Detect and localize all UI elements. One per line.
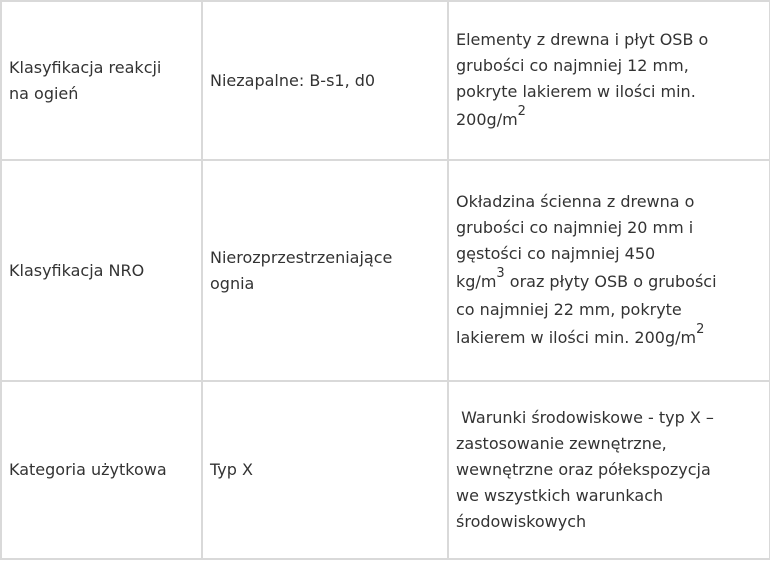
value-line: ognia (210, 273, 255, 293)
description-text: kg/m (456, 271, 497, 291)
description-text: 200g/m (456, 109, 518, 129)
superscript: 2 (517, 104, 526, 120)
description-line: we wszystkich warunkach (456, 486, 664, 505)
property-cell (1, 1, 202, 160)
description-line: pokryte lakierem w ilości min. (456, 81, 696, 101)
value-cell (202, 160, 448, 381)
table-row-fire-reaction (1, 1, 770, 160)
value-cell (202, 1, 448, 160)
property-cell (1, 160, 202, 381)
property-cell (1, 381, 202, 559)
description-cell (448, 160, 770, 381)
table-row-usage-category (1, 381, 770, 559)
value-text: Niezapalne: B-s1, d0 (210, 70, 376, 90)
description-line: Okładzina ścienna z drewna o (456, 191, 695, 211)
description-line: co najmniej 22 mm, pokryte (456, 299, 682, 319)
description-line: Elementy z drewna i płyt OSB o (456, 29, 709, 49)
description-line: grubości co najmniej 20 mm i (456, 217, 694, 237)
description-text: lakierem w ilości min. 200g/m (456, 327, 697, 347)
property-text: Kategoria użytkowa (9, 460, 167, 479)
superscript: 3 (496, 266, 505, 282)
description-text: oraz płyty OSB o grubości (504, 271, 717, 291)
description-line (456, 323, 762, 353)
table-row-nro (1, 160, 770, 381)
value-cell (202, 381, 448, 559)
description-line: środowiskowych (456, 512, 587, 531)
value-line: Nierozprzestrzeniające (210, 247, 393, 267)
description-cell (448, 381, 770, 559)
description-cell (448, 1, 770, 160)
description-line (456, 105, 762, 135)
property-text: Klasyfikacja NRO (9, 260, 145, 280)
superscript: 2 (696, 322, 705, 338)
description-line: wewnętrzne oraz półekspozycja (456, 460, 711, 479)
description-line (456, 267, 762, 297)
value-text: Typ X (210, 460, 253, 479)
description-line: zastosowanie zewnętrzne, (456, 434, 667, 453)
description-line: Warunki środowiskowe - typ X – (456, 408, 714, 427)
property-line: Klasyfikacja reakcji (9, 57, 162, 77)
property-line: na ogień (9, 83, 79, 103)
description-line: gęstości co najmniej 450 (456, 243, 656, 263)
description-line: grubości co najmniej 12 mm, (456, 55, 689, 75)
